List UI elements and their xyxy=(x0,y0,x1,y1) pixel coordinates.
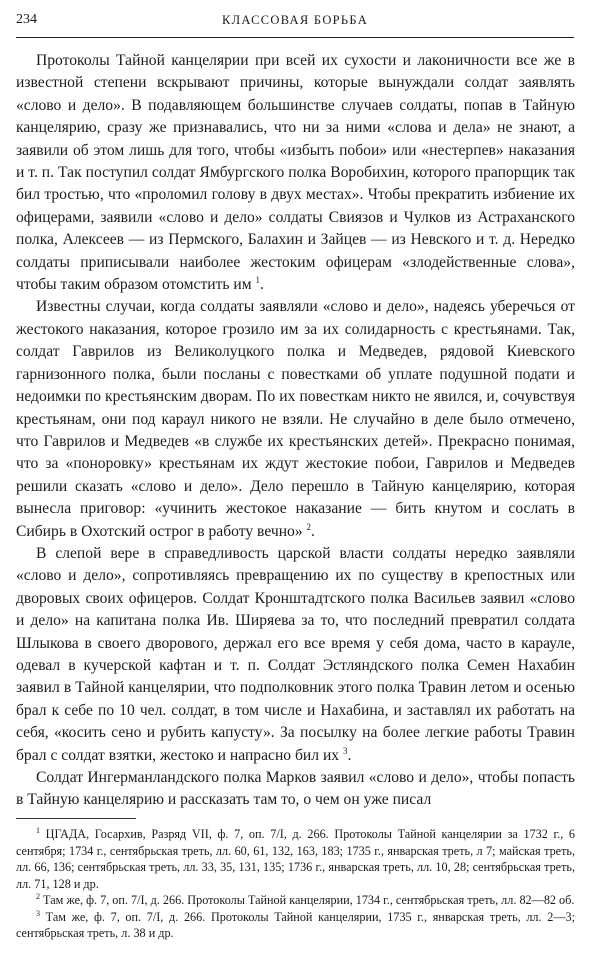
footnote-text: Там же, ф. 7, оп. 7/I, д. 266. Протоколы Тайной канцелярии, 1734 г., сентябрьская треть, лл. 82—82 об. xyxy=(40,893,575,907)
paragraph-text: В слепой вере в справедливость царской власти солдаты нередко заявляли «слово и дело», сопротивляясь превращению их по существу в крепостных или дворовых своих офицеров. Солдат Кронштадтского полка Васильев заявил «слово и дело» на капитана полка Ив. Ширяева за то, что последний превратил солдата Шлыкова в своего дворового, держал его все время у себя дома, часто в карауле, одевал в кучерской кафтан и т. п. Солдат Эстляндского полка Семен Нахабин заявил в Тайной канцелярии, что подполковник этого полка Травин летом и осенью брал к себе по 10 чел. солдат, в том числе и Нахабина, и заставлял их работать на себя, «косить сено и рубить капусту». За посылку на более легкие работы Травин брал с солдат взятки, жестоко и напрасно бил их xyxy=(16,544,575,764)
paragraph-text: . xyxy=(311,522,315,540)
footnote-ref: 2 xyxy=(306,521,312,532)
footnote-text: ЦГАДА, Госархив, Разряд VII, ф. 7, оп. 7/I, д. 266. Протоколы Тайной канцелярии за 1732 г., 6 сентября; 1734 г., сентябрьская треть, лл. 60, 61, 132, 163, 183; 1735 г., январская треть, л 7; майская треть, лл. 66, 136; сентябрьская треть, лл. 33, 35, 131, 135; 1736 г., январская треть, лл. 10, 28; сентябрьская треть, лл. 71, 128 и др. xyxy=(16,827,575,891)
running-header xyxy=(16,12,574,34)
paragraph-text: Солдат Ингерманландского полка Марков заявил «слово и дело», чтобы попасть в Тайную канцелярию и рассказать там то, о чем он уже писал xyxy=(16,769,575,809)
footnote-mark: 3 xyxy=(36,908,40,918)
paragraph xyxy=(16,296,575,542)
footnote xyxy=(16,826,575,892)
paragraph-text: . xyxy=(260,276,264,294)
footnote xyxy=(16,892,575,909)
footnote-ref: 3 xyxy=(343,745,348,756)
page-number: 234 xyxy=(16,12,37,27)
footnote-separator xyxy=(16,818,136,819)
paragraph xyxy=(16,543,575,767)
paragraph xyxy=(16,767,575,812)
body-text xyxy=(16,50,575,812)
footnote-ref: 1 xyxy=(255,275,261,286)
footnotes xyxy=(16,826,575,942)
footnote-mark: 1 xyxy=(36,826,40,835)
running-title: КЛАССОВАЯ БОРЬБА xyxy=(221,13,369,27)
paragraph-text: Протоколы Тайной канцелярии при всей их сухости и лаконичности все же в известной степени вскрывают причины, которые вынуждали солдат заявлять «слово и дело». В подавляющем большинстве случаев солдаты, попав в Тайную канцелярию, сразу же признавались, что ни за ними «слова и дела» не знают, а заявили об этом лишь для того, чтобы «избыть побои» или «нестерпев» наказания и т. п. Так поступил солдат Ямбургского полка Воробихин, которого прапорщик так бил тростью, что «проломил голову в двух местах». Чтобы прекратить избиение их офицерами, заявили «слово и дело» солдаты Свиязов и Чулков из Астраханского полка, Алексеев — из Пермского, Балахин и Зайцев — из Невского и т. д. Нередко солдаты приписывали наиболее жестоким офицерам «злодейственные слова», чтобы таким образом отомстить им xyxy=(16,52,575,294)
footnote xyxy=(16,909,575,942)
paragraph-text: . xyxy=(347,746,352,764)
footnote-text: Там же, ф. 7, оп. 7/I, д. 266. Протоколы Тайной канцелярии, 1735 г., январская треть, лл. 2—3; сентябрьская треть, л. 38 и др. xyxy=(16,909,575,940)
header-rule xyxy=(16,37,574,38)
paragraph xyxy=(16,50,575,296)
footnote-mark: 2 xyxy=(36,892,40,901)
paragraph-text: Известны случаи, когда солдаты заявляли «слово и дело», надеясь уберечься от жестокого наказания, которое грозило им за их солидарность с крестьянами. Так, солдат Гаврилов из Великолуцкого полка и Медведев, рядовой Киевского гарнизонного полка, были посланы с повестками об уплате подушной подати и недоимки по крестьянским дворам. По их повесткам никто не явился, и, сочувствуя крестьянам, они под караул никого не взяли. Не случайно в деле было отмечено, что Гаврилов и Медведев «в службе их крестьянских детей». Прекрасно понимая, что за «поноровку» крестьянам их ждут жестокие побои, Гаврилов и Медведев решили сказать «слово и дело». Дело перешло в Тайную канцелярию, которая вынесла приговор: «учинить жестокое наказание — бить кнутом и сослать в Сибирь в Охотский острог в работу вечно» xyxy=(16,298,575,540)
